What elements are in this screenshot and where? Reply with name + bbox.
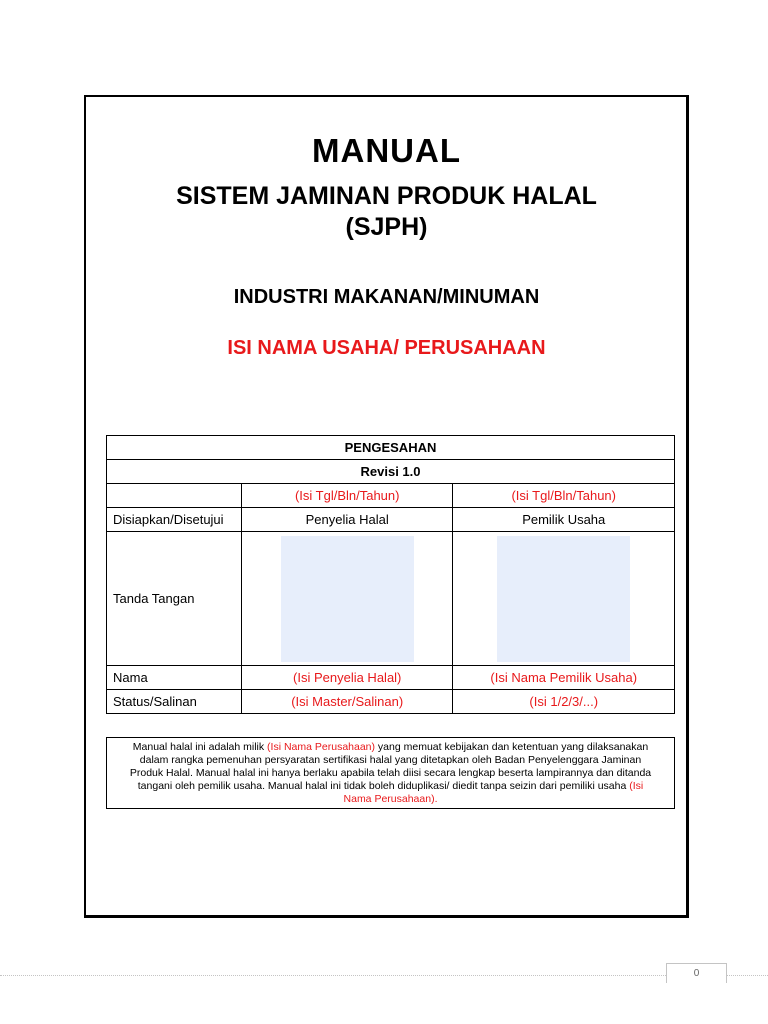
empty-cell — [107, 484, 242, 508]
name-owner: (Isi Nama Pemilik Usaha) — [453, 666, 675, 690]
status-label: Status/Salinan — [107, 690, 242, 714]
document-title: MANUAL — [312, 132, 461, 169]
notice-text: Manual halal ini adalah milik — [132, 741, 268, 753]
notice-company-placeholder: (Isi Nama Perusahaan). — [343, 780, 644, 805]
date-cell-owner: (Isi Tgl/Bln/Tahun) — [453, 484, 675, 508]
revision-label: Revisi 1.0 — [107, 460, 675, 484]
role-halal-supervisor: Penyelia Halal — [241, 508, 453, 532]
page-number: 0 — [666, 963, 727, 983]
date-cell-halal-supervisor: (Isi Tgl/Bln/Tahun) — [241, 484, 453, 508]
notice-company-placeholder: (Isi Nama Perusahaan) — [267, 741, 376, 753]
subtitle-line-2: (SJPH) — [345, 213, 428, 241]
table-row — [107, 532, 675, 666]
table-row — [107, 508, 675, 532]
table-row — [107, 690, 675, 714]
document-subtitle — [84, 181, 689, 243]
signature-cell-owner — [453, 532, 675, 666]
ownership-notice — [106, 737, 675, 809]
approval-table — [106, 435, 675, 714]
role-label: Disiapkan/Disetujui — [107, 508, 242, 532]
company-name-placeholder: ISI NAMA USAHA/ PERUSAHAAN — [227, 337, 546, 359]
status-owner: (Isi 1/2/3/...) — [453, 690, 675, 714]
approval-header: PENGESAHAN — [107, 436, 675, 460]
table-row — [107, 460, 675, 484]
industry-heading: INDUSTRI MAKANAN/MINUMAN — [233, 286, 540, 308]
signature-box — [281, 536, 414, 662]
table-row — [107, 436, 675, 460]
signature-label: Tanda Tangan — [107, 532, 242, 666]
role-owner: Pemilik Usaha — [453, 508, 675, 532]
subtitle-line-1: SISTEM JAMINAN PRODUK HALAL — [176, 182, 597, 210]
name-halal-supervisor: (Isi Penyelia Halal) — [241, 666, 453, 690]
signature-box — [497, 536, 630, 662]
footer-divider — [0, 975, 768, 976]
name-label: Nama — [107, 666, 242, 690]
table-row — [107, 484, 675, 508]
table-row — [107, 666, 675, 690]
signature-cell-halal-supervisor — [241, 532, 453, 666]
notice-text: yang memuat kebijakan dan ketentuan yang dilaksanakan dalam rangka pemenuhan persyaratan sertifikasi halal yang ditetapkan oleh Badan Penyelenggara Jaminan Produk Halal. Manual halal ini hanya berlaku apabila telah diisi secara lengkap beserta lampirannya dan ditanda tangani oleh pemilik usaha. Manual halal ini tidak boleh diduplikasi/ diedit tanpa seizin dari pemiliki usaha — [129, 741, 652, 792]
status-halal-supervisor: (Isi Master/Salinan) — [241, 690, 453, 714]
